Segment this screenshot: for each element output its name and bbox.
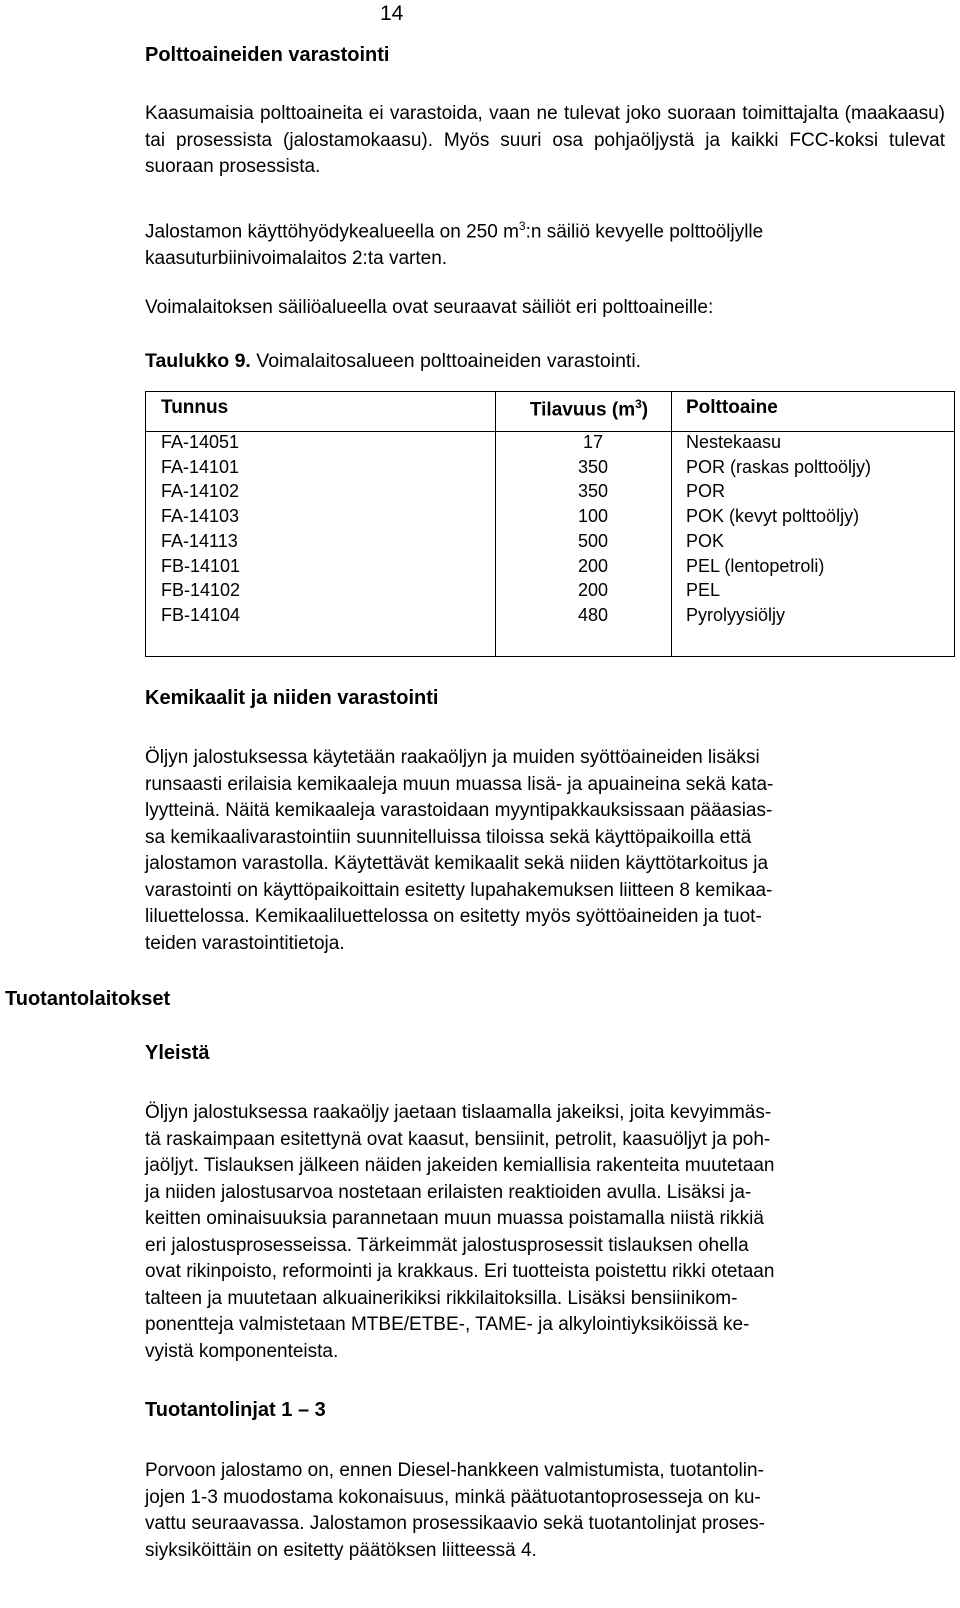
page-number: 14 bbox=[380, 2, 404, 25]
text-line: jaöljyt. Tislauksen jälkeen näiden jakeiden kemiallisia rakenteita muutetaan bbox=[145, 1155, 775, 1176]
table-column-tunnus bbox=[161, 430, 240, 628]
table-cell: 17 bbox=[582, 432, 604, 452]
table-caption bbox=[145, 350, 641, 373]
paragraph-utility-tank: Jalostamon käyttöhyödykealueella on 250 $m^3:n$ säiliö kevyelle polttoöljylle kaasuturbiinivoimalaitos 2:ta varten. bbox=[145, 219, 764, 269]
text-line: jojen 1-3 muodostama kokonaisuus, minkä päätuotantoprosesseja on ku- bbox=[145, 1486, 761, 1508]
table-cell: POR bbox=[686, 481, 726, 502]
table-cell: POK (kevyt polttoöljy) bbox=[686, 506, 860, 527]
table-cell: 100 bbox=[577, 506, 609, 527]
table-cell: 200 bbox=[577, 555, 609, 576]
text-line: tä raskaimpaan esitettynä ovat kaasut, bensiinit, petrolit, kaasuöljyt ja poh- bbox=[145, 1128, 771, 1150]
table-cell: FA-14101 bbox=[161, 456, 240, 477]
text-line: Öljyn jalostuksessa käytetään raakaöljyn ja muiden syöttöaineiden lisäksi bbox=[145, 747, 760, 768]
section-heading-fuel-storage: Polttoaineiden varastointi bbox=[145, 44, 390, 66]
text-line: vyistä komponenteista. bbox=[145, 1340, 339, 1362]
text-line: ponentteja valmistetaan MTBE/ETBE-, TAME- ja alkylointiyksiköissä ke- bbox=[145, 1314, 750, 1335]
table-cell: PEL bbox=[686, 580, 721, 601]
paragraph-tank-area-intro: Voimalaitoksen säiliöalueella ovat seuraavat säiliöt eri polttoaineille: bbox=[145, 297, 714, 318]
paragraph-production-lines bbox=[145, 1458, 945, 1564]
side-heading-production: Tuotantolaitokset bbox=[5, 988, 171, 1010]
text-line: lyytteinä. Näitä kemikaaleja varastoidaan myyntipakkauksissaan pääasias- bbox=[145, 800, 773, 821]
paragraph-gaseous-fuels: Kaasumaisia polttoaineita ei varastoida, vaan ne tulevat joko suoraan toimittajalta (maakaasu) tai prosessista (jalostamokaasu). Myös suuri osa pohjaöljystä ja kaikki FCC-koksi tulevat suoraan prosessista. bbox=[145, 103, 945, 177]
table-cell: 350 bbox=[577, 481, 609, 502]
table-cell: 500 bbox=[577, 530, 609, 551]
fuel-storage-table bbox=[145, 391, 955, 657]
table-cell: FA-14102 bbox=[161, 481, 240, 502]
table-header-tunnus: Tunnus bbox=[161, 397, 229, 418]
section-heading-chemicals: Kemikaalit ja niiden varastointi bbox=[145, 687, 439, 709]
table-column-polttoaine bbox=[686, 430, 871, 628]
table-cell: FB-14104 bbox=[161, 604, 241, 625]
table-cell: PEL (lentopetroli) bbox=[686, 555, 825, 576]
text-line: keitten ominaisuuksia parannetaan muun muassa poistamalla niistä rikkiä bbox=[145, 1208, 764, 1229]
text-line: runsaasti erilaisia kemikaaleja muun muassa lisä- ja apuaineina sekä kata- bbox=[145, 773, 774, 795]
table-cell: 480 bbox=[577, 604, 609, 625]
text-line: varastointi on käyttöpaikoittain esitetty lupahakemuksen liitteen 8 kemikaa- bbox=[145, 879, 773, 901]
table-cell: 200 bbox=[577, 580, 609, 601]
paragraph-general bbox=[145, 1100, 945, 1365]
table-cell: Nestekaasu bbox=[686, 432, 782, 452]
text-line: teiden varastointitietoja. bbox=[145, 932, 345, 954]
table-header-tilavuus: Tilavuus $(m^3)$ bbox=[529, 397, 649, 421]
text-line: ovat rikinpoisto, reformointi ja krakkaus. Eri tuotteista poistettu rikki otetaan bbox=[145, 1261, 775, 1282]
text-line: talteen ja muutetaan alkuainerikiksi rikkilaitoksilla. Lisäksi bensiinikom- bbox=[145, 1287, 738, 1309]
text-line: siyksiköittäin on esitetty päätöksen liitteessä 4. bbox=[145, 1539, 537, 1561]
table-cell: FB-14102 bbox=[161, 580, 241, 601]
section-heading-production-lines: Tuotantolinjat 1 – 3 bbox=[145, 1399, 326, 1421]
table-cell: FA-14103 bbox=[161, 506, 240, 527]
table-cell: FA-14113 bbox=[161, 530, 238, 551]
table-cell: Pyrolyysiöljy bbox=[686, 604, 786, 625]
table-cell: 350 bbox=[577, 456, 609, 477]
text-line: vattu seuraavassa. Jalostamon prosessikaavio sekä tuotantolinjat proses- bbox=[145, 1513, 765, 1534]
section-heading-general: Yleistä bbox=[145, 1042, 210, 1064]
text-line: Öljyn jalostuksessa raakaöljy jaetaan tislaamalla jakeiksi, joita kevyimmäs- bbox=[145, 1102, 772, 1123]
table-caption-text: Voimalaitosalueen polttoaineiden varastointi. bbox=[256, 350, 642, 372]
table-column-divider bbox=[495, 392, 496, 656]
text-line: eri jalostusprosesseissa. Tärkeimmät jalostusprosessit tislauksen ohella bbox=[145, 1234, 749, 1256]
table-cell: FA-14051 bbox=[161, 432, 240, 452]
table-header-polttoaine: Polttoaine bbox=[686, 397, 778, 418]
text-line: ja niiden jalostusarvoa nostetaan erilaisten reaktioiden avulla. Lisäksi ja- bbox=[145, 1181, 752, 1203]
table-column-tilavuus bbox=[508, 430, 678, 628]
text-line: Porvoon jalostamo on, ennen Diesel-hankkeen valmistumista, tuotantolin- bbox=[145, 1460, 764, 1481]
table-cell: FB-14101 bbox=[161, 555, 241, 576]
text-line: liluettelossa. Kemikaaliluettelossa on esitetty myös syöttöaineiden ja tuot- bbox=[145, 906, 762, 927]
paragraph-chemicals bbox=[145, 745, 945, 957]
table-caption-label: Taulukko 9. bbox=[145, 350, 251, 372]
text-line: jalostamon varastolla. Käytettävät kemikaalit sekä niiden käyttötarkoitus ja bbox=[145, 853, 769, 874]
text-line: sa kemikaalivarastointiin suunnitelluissa tiloissa sekä käyttöpaikoilla että bbox=[145, 826, 752, 848]
table-cell: POK bbox=[686, 530, 725, 551]
table-cell: POR (raskas polttoöljy) bbox=[686, 456, 872, 477]
